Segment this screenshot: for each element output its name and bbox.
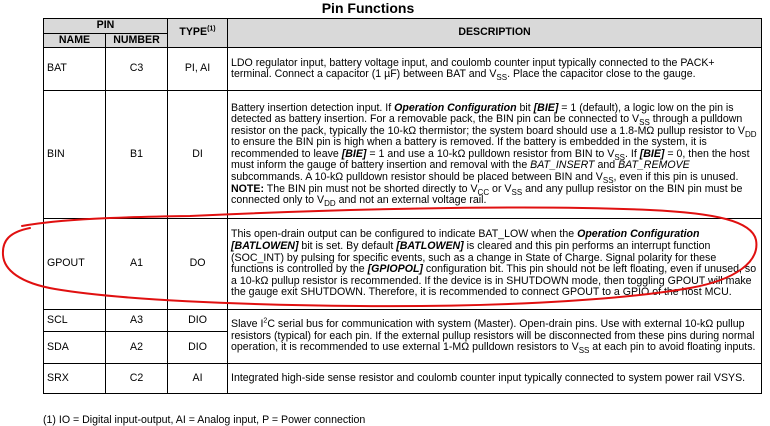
pin-type-cell: DO — [168, 219, 228, 310]
pin-functions-table — [43, 18, 762, 394]
pin-description-cell: Slave $I^2C$ serial bus for communication with system (Master). Open-drain pins. Use with external 10-kΩ pullup resistors (typical) for each pin. If the external pullup resistors will be disconnected from these pins during normal operation, it is recommended to use external 1-MΩ pulldown resistors to $V_{SS}$ at each pin to avoid floating inputs. — [228, 310, 762, 364]
header-pin: PIN — [44, 19, 168, 34]
header-row-1 — [44, 19, 762, 34]
table-row — [44, 91, 762, 219]
table-footnote: (1) IO = Digital input-output, AI = Analog input, P = Power connection — [43, 414, 366, 426]
header-type-footnote-ref: (1) — [207, 25, 216, 33]
header-type — [168, 19, 228, 48]
table-row — [44, 219, 762, 310]
header-name: NAME — [44, 33, 106, 48]
pin-description-cell: This open-drain output can be configured to indicate BAT_LOW when the Operation Configuration [BATLOWEN] bit is set. By default [BATLOWEN] is cleared and this pin performs an interrupt function (SOC_INT) by pulsing for specific events, such as a change in State of Charge. Signal polarity for these functions is controlled by the [GPIOPOL] configuration bit. This pin should not be left floating, even if unused, so a 10-kΩ pullup resistor is recommended. If the device is in SHUTDOWN mode, then toggling GPOUT will make the gauge exit SHUTDOWN. Therefore, it is recommended to connect GPOUT to a GPIO of the host MCU. — [228, 219, 762, 310]
pin-description-cell: Integrated high-side sense resistor and coulomb counter input typically connected to system power rail VSYS. — [228, 364, 762, 394]
pin-number-cell: C2 — [106, 364, 168, 394]
pin-number-cell: A2 — [106, 332, 168, 364]
header-number: NUMBER — [106, 33, 168, 48]
pin-type-cell: DIO — [168, 332, 228, 364]
pin-number-cell: B1 — [106, 91, 168, 219]
pin-name-cell: BIN — [44, 91, 106, 219]
section-title: Pin Functions — [321, 0, 415, 16]
table-row — [44, 364, 762, 394]
pin-name-cell: GPOUT — [44, 219, 106, 310]
pin-number-cell: A3 — [106, 310, 168, 332]
table-row — [44, 48, 762, 91]
header-description: DESCRIPTION — [228, 19, 762, 48]
pin-number-cell: A1 — [106, 219, 168, 310]
pin-description-cell: Battery insertion detection input. If Operation Configuration bit [BIE] = 1 (default), a logic low on the pin is detected as battery insertion. For a removable pack, the BIN pin can be connected to $V_{SS}$ through a pulldown resistor on the pack, typically the 10-kΩ thermistor; the system board should use a 1.8-MΩ pullup resistor to $V_{DD}$ to ensure the BIN pin is high when a battery is removed. If the battery is embedded in the system, it is recommended to leave [BIE] = 1 and use a 10-kΩ pulldown resistor from BIN to $V_{SS}$. If [BIE] = 0, then the host must inform the gauge of battery insertion and removal with the BAT_INSERT and BAT_REMOVE subcommands. A 10-kΩ pulldown resistor should be placed between BIN and $V_{SS}$, even if this pin is unused. NOTE: The BIN pin must not be shorted directly to $V_{CC}$ or $V_{SS}$ and any pullup resistor on the BIN pin must be connected only to $V_{DD}$ and not an external voltage rail. — [228, 91, 762, 219]
pin-type-cell: AI — [168, 364, 228, 394]
table-row — [44, 310, 762, 332]
pin-number-cell: C3 — [106, 48, 168, 91]
pin-name-cell: BAT — [44, 48, 106, 91]
pin-name-cell: SRX — [44, 364, 106, 394]
pin-type-cell: DIO — [168, 310, 228, 332]
header-type-label: TYPE — [179, 26, 208, 39]
pin-type-cell: PI, AI — [168, 48, 228, 91]
pin-name-cell: SDA — [44, 332, 106, 364]
pin-type-cell: DI — [168, 91, 228, 219]
pin-name-cell: SCL — [44, 310, 106, 332]
pin-description-cell: LDO regulator input, battery voltage input, and coulomb counter input typically connected to the PACK+ terminal. Connect a capacitor (1 µF) between BAT and $V_{SS}$. Place the capacitor close to the gauge. — [228, 48, 762, 91]
